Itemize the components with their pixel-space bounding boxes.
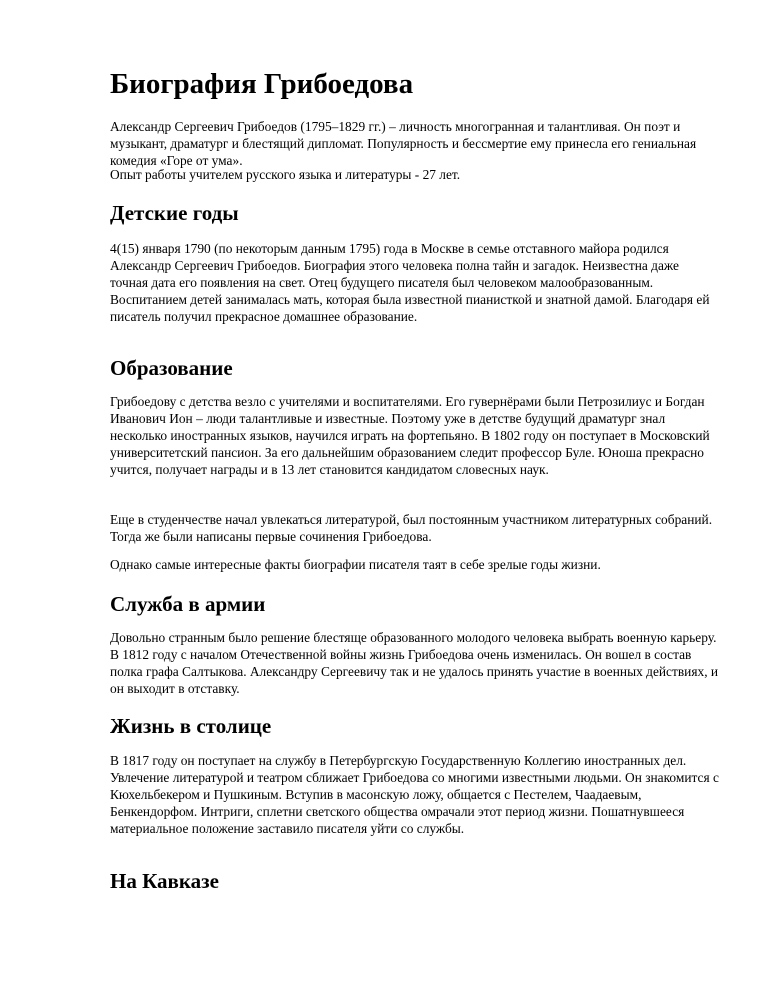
heading-life-in-capital: Жизнь в столице xyxy=(110,714,272,738)
education-paragraph-1: Грибоедову с детства везло с учителями и воспитателями. Его гувернёрами были Петрозилиус и Богдан Иванович Ион – люди талантливые и известные. Поэтому уже в детстве будущий драматург знал несколько иностранных языков, научился играть на фортепьяно. В 1802 году он поступает в Московский университетский пансион. За его дальнейшим образованием следит профессор Буле. Юноша прекрасно учится, получает награды и в 13 лет становится кандидатом словесных наук. xyxy=(110,394,710,477)
education-paragraph-2: Еще в студенчестве начал увлекаться литературой, был постоянным участником литературных собраний. Тогда же были написаны первые сочинения Грибоедова. xyxy=(110,512,713,544)
life-in-capital-paragraph: В 1817 году он поступает на службу в Петербургскую Государственную Коллегию иностранных дел. Увлечение литературой и театром сближает Грибоедова со многими известными людьми. Он знакомится с Кюхельбекером и Пушкиным. Вступив в масонскую ложу, общается с Пестелем, Чаадаевым, Бенкендорфом. Интриги, сплетни светского общества омрачали этот период жизни. Пошатнувшееся материальное положение заставило писателя уйти со службы. xyxy=(110,753,719,836)
heading-army-service: Служба в армии xyxy=(110,592,266,616)
heading-caucasus: На Кавказе xyxy=(110,869,219,893)
education-paragraph-3: Однако самые интересные факты биографии писателя таят в себе зрелые годы жизни. xyxy=(110,557,601,572)
intro-experience-line: Опыт работы учителем русского языка и литературы - 27 лет. xyxy=(110,167,461,182)
army-service-paragraph: Довольно странным было решение блестяще образованного молодого человека выбрать военную карьеру. В 1812 году с началом Отечественной войны жизнь Грибоедова очень изменилась. Он вошел в состав полка графа Салтыкова. Александру Сергеевичу так и не удалось принять участие в военных действиях, и он выходит в отставку. xyxy=(110,630,719,696)
heading-childhood: Детские годы xyxy=(110,201,239,225)
childhood-paragraph: 4(15) января 1790 (по некоторым данным 1795) года в Москве в семье отставного майора родился Александр Сергеевич Грибоедов. Биография этого человека полна тайн и загадок. Неизвестна даже точная дата его появления на свет. Отец будущего писателя был человеком малообразованным. Воспитанием детей занималась мать, которая была известной пианисткой и знатной дамой. Благодаря ей писатель получил прекрасное домашнее образование. xyxy=(110,241,710,324)
intro-paragraph: Александр Сергеевич Грибоедов (1795–1829 гг.) – личность многогранная и талантливая. Он поэт и музыкант, драматург и блестящий дипломат. Популярность и бессмертие ему принесла его гениальная комедия «Горе от ума». xyxy=(110,119,697,168)
page-title: Биография Грибоедова xyxy=(110,68,414,100)
heading-education: Образование xyxy=(110,356,233,380)
